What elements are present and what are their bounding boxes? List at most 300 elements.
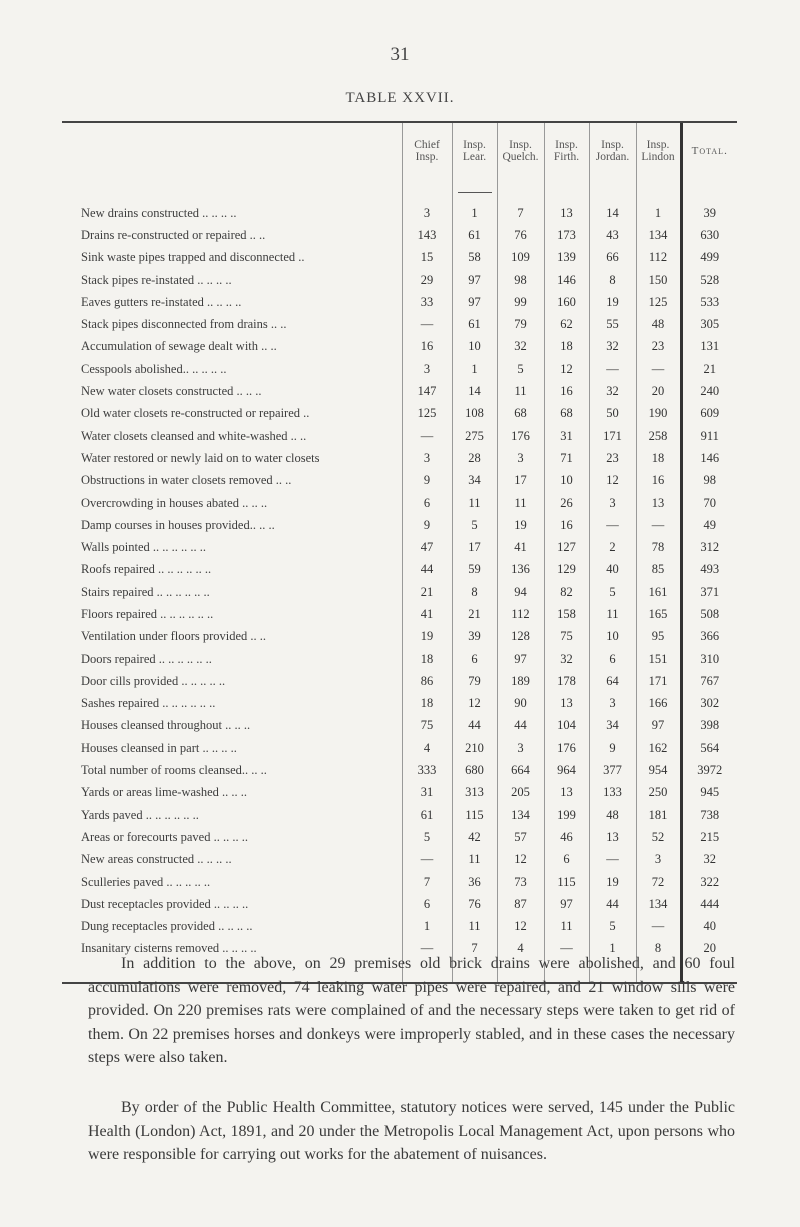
- row-value-cell: 28: [452, 447, 497, 469]
- row-total-cell: 305: [681, 313, 737, 335]
- table-row: [62, 759, 737, 781]
- row-value-cell: 134: [497, 804, 544, 826]
- row-label: Obstructions in water closets removed .. ..: [81, 473, 292, 488]
- row-total-cell: 630: [681, 224, 737, 246]
- row-total-cell: 40: [681, 916, 737, 938]
- row-value-cell: 97: [544, 893, 589, 915]
- row-value-cell: 199: [544, 804, 589, 826]
- row-value-cell: 4: [497, 938, 544, 960]
- row-value-cell: 23: [636, 336, 681, 358]
- row-value-cell: —: [544, 938, 589, 960]
- table-row: [62, 202, 737, 224]
- row-value-cell: 954: [636, 759, 681, 781]
- table-header-row: [62, 123, 737, 176]
- row-label: New areas constructed .. .. .. ..: [81, 852, 232, 867]
- row-value-cell: 44: [589, 893, 636, 915]
- row-value-cell: 76: [452, 893, 497, 915]
- row-value-cell: —: [402, 425, 452, 447]
- row-value-cell: 333: [402, 759, 452, 781]
- table-row: [62, 336, 737, 358]
- row-label: Areas or forecourts paved .. .. .. ..: [81, 829, 248, 844]
- row-value-cell: 19: [497, 514, 544, 536]
- row-value-cell: 5: [589, 916, 636, 938]
- row-label: Dust receptacles provided .. .. .. ..: [81, 896, 249, 911]
- table-row: [62, 403, 737, 425]
- spacer-cell: [62, 176, 402, 202]
- table-row: [62, 313, 737, 335]
- row-total-cell: 49: [681, 514, 737, 536]
- row-value-cell: 18: [544, 336, 589, 358]
- row-value-cell: —: [589, 358, 636, 380]
- row-value-cell: 32: [497, 336, 544, 358]
- row-value-cell: —: [636, 916, 681, 938]
- row-value-cell: 205: [497, 782, 544, 804]
- table-row: [62, 581, 737, 603]
- row-total-cell: 564: [681, 737, 737, 759]
- spacer-cell: [636, 176, 681, 202]
- row-total-cell: 322: [681, 871, 737, 893]
- row-value-cell: 210: [452, 737, 497, 759]
- row-value-cell: 79: [497, 313, 544, 335]
- row-label: Stairs repaired .. .. .. .. .. ..: [81, 584, 210, 599]
- row-value-cell: 133: [589, 782, 636, 804]
- row-value-cell: 250: [636, 782, 681, 804]
- row-value-cell: —: [636, 358, 681, 380]
- row-label: Water restored or newly laid on to water closets: [81, 450, 320, 465]
- row-value-cell: 181: [636, 804, 681, 826]
- row-value-cell: 14: [589, 202, 636, 224]
- row-value-cell: 79: [452, 670, 497, 692]
- row-label: Houses cleansed throughout .. .. ..: [81, 718, 251, 733]
- row-value-cell: 258: [636, 425, 681, 447]
- row-value-cell: 10: [589, 626, 636, 648]
- row-value-cell: 36: [452, 871, 497, 893]
- row-value-cell: 97: [636, 715, 681, 737]
- row-value-cell: 8: [452, 581, 497, 603]
- table-row: [62, 380, 737, 402]
- row-value-cell: 71: [544, 447, 589, 469]
- row-value-cell: 12: [497, 849, 544, 871]
- row-total-cell: 131: [681, 336, 737, 358]
- row-value-cell: 31: [402, 782, 452, 804]
- row-value-cell: 3: [497, 737, 544, 759]
- table-row: [62, 916, 737, 938]
- row-value-cell: 46: [544, 826, 589, 848]
- row-value-cell: 76: [497, 224, 544, 246]
- row-total-cell: 508: [681, 603, 737, 625]
- row-label: Old water closets re-constructed or repaired ..: [81, 406, 310, 421]
- row-value-cell: 15: [402, 247, 452, 269]
- row-total-cell: 911: [681, 425, 737, 447]
- row-value-cell: 3: [497, 447, 544, 469]
- row-value-cell: 162: [636, 737, 681, 759]
- row-value-cell: 108: [452, 403, 497, 425]
- row-value-cell: 7: [497, 202, 544, 224]
- row-value-cell: 68: [544, 403, 589, 425]
- row-total-cell: 98: [681, 470, 737, 492]
- table-row: [62, 715, 737, 737]
- row-total-cell: 366: [681, 626, 737, 648]
- row-value-cell: 26: [544, 492, 589, 514]
- row-value-cell: —: [589, 849, 636, 871]
- row-value-cell: 55: [589, 313, 636, 335]
- row-value-cell: 115: [452, 804, 497, 826]
- row-value-cell: 1: [636, 202, 681, 224]
- row-value-cell: —: [636, 514, 681, 536]
- row-value-cell: 6: [402, 893, 452, 915]
- row-value-cell: 72: [636, 871, 681, 893]
- row-value-cell: 129: [544, 559, 589, 581]
- row-value-cell: 3: [589, 693, 636, 715]
- row-value-cell: 104: [544, 715, 589, 737]
- row-value-cell: 59: [452, 559, 497, 581]
- table-row: [62, 826, 737, 848]
- row-value-cell: 10: [544, 470, 589, 492]
- row-value-cell: 94: [497, 581, 544, 603]
- row-total-cell: 398: [681, 715, 737, 737]
- row-value-cell: 9: [589, 737, 636, 759]
- row-value-cell: 4: [402, 737, 452, 759]
- row-value-cell: 3: [402, 447, 452, 469]
- row-value-cell: 20: [636, 380, 681, 402]
- row-value-cell: 33: [402, 291, 452, 313]
- row-value-cell: 1: [452, 358, 497, 380]
- row-value-cell: 134: [636, 224, 681, 246]
- row-value-cell: 6: [589, 648, 636, 670]
- row-value-cell: 58: [452, 247, 497, 269]
- row-value-cell: 64: [589, 670, 636, 692]
- inspection-table-grid: [62, 123, 737, 982]
- spacer-cell: [497, 176, 544, 202]
- row-value-cell: 17: [497, 470, 544, 492]
- row-label: Doors repaired .. .. .. .. .. ..: [81, 651, 212, 666]
- row-value-cell: 41: [497, 536, 544, 558]
- row-total-cell: 312: [681, 536, 737, 558]
- row-value-cell: 11: [452, 492, 497, 514]
- paragraph-additional-works: In addition to the above, on 29 premises old brick drains were abolished, and 60 foul accumulations were removed, 74 leaking water pipes were repaired, and 21 window sills were provided. On 220 premises rats were complained of and the necessary steps were taken to get rid of them. On 22 premises horses and donkeys were improperly stabled, and in these cases the necessary steps were also taken.: [88, 955, 735, 1066]
- row-total-cell: 493: [681, 559, 737, 581]
- row-value-cell: 47: [402, 536, 452, 558]
- row-value-cell: 2: [589, 536, 636, 558]
- row-value-cell: 11: [544, 916, 589, 938]
- row-label: Ventilation under floors provided .. ..: [81, 629, 267, 644]
- row-label: Sashes repaired .. .. .. .. .. ..: [81, 696, 216, 711]
- row-value-cell: 6: [544, 849, 589, 871]
- inspection-table: [62, 121, 737, 984]
- row-value-cell: 99: [497, 291, 544, 313]
- row-value-cell: 9: [402, 470, 452, 492]
- row-value-cell: 39: [452, 626, 497, 648]
- row-value-cell: 43: [589, 224, 636, 246]
- row-value-cell: 98: [497, 269, 544, 291]
- row-value-cell: 11: [497, 492, 544, 514]
- row-total-cell: 945: [681, 782, 737, 804]
- row-value-cell: 31: [544, 425, 589, 447]
- row-label: Houses cleansed in part .. .. .. ..: [81, 740, 237, 755]
- row-total-cell: 528: [681, 269, 737, 291]
- row-value-cell: 42: [452, 826, 497, 848]
- row-value-cell: 5: [402, 826, 452, 848]
- row-value-cell: 3: [402, 358, 452, 380]
- row-total-cell: 302: [681, 693, 737, 715]
- row-value-cell: 134: [636, 893, 681, 915]
- row-label: Roofs repaired .. .. .. .. .. ..: [81, 562, 212, 577]
- row-value-cell: 146: [544, 269, 589, 291]
- table-row: [62, 782, 737, 804]
- column-header: Insp. Quelch.: [497, 123, 544, 176]
- row-value-cell: 178: [544, 670, 589, 692]
- row-value-cell: 44: [497, 715, 544, 737]
- row-value-cell: 112: [497, 603, 544, 625]
- table-row: [62, 626, 737, 648]
- spacer-cell: [589, 176, 636, 202]
- row-value-cell: 62: [544, 313, 589, 335]
- row-value-cell: 176: [497, 425, 544, 447]
- row-value-cell: 171: [589, 425, 636, 447]
- row-value-cell: 128: [497, 626, 544, 648]
- header-label-blank: [62, 123, 402, 176]
- row-value-cell: 18: [402, 693, 452, 715]
- row-total-cell: 21: [681, 358, 737, 380]
- row-total-cell: 39: [681, 202, 737, 224]
- column-header: Insp. Lear.: [452, 123, 497, 176]
- row-value-cell: 75: [402, 715, 452, 737]
- row-value-cell: 52: [636, 826, 681, 848]
- row-label: Cesspools abolished.. .. .. .. ..: [81, 361, 227, 376]
- row-label: New drains constructed .. .. .. ..: [81, 205, 237, 220]
- table-title: TABLE XXVII.: [345, 90, 455, 106]
- row-value-cell: 7: [452, 938, 497, 960]
- row-label: Dung receptacles provided .. .. .. ..: [81, 919, 253, 934]
- row-total-cell: 20: [681, 938, 737, 960]
- column-header: Chief Insp.: [402, 123, 452, 176]
- row-value-cell: 190: [636, 403, 681, 425]
- row-value-cell: 29: [402, 269, 452, 291]
- row-value-cell: 97: [452, 291, 497, 313]
- row-value-cell: 1: [589, 938, 636, 960]
- spacer-cell: [681, 176, 737, 202]
- table-row: [62, 425, 737, 447]
- row-label: Walls pointed .. .. .. .. .. ..: [81, 540, 207, 555]
- column-header: Insp. Lindon: [636, 123, 681, 176]
- row-value-cell: 90: [497, 693, 544, 715]
- row-value-cell: 1: [402, 916, 452, 938]
- row-value-cell: 95: [636, 626, 681, 648]
- row-value-cell: 143: [402, 224, 452, 246]
- row-value-cell: 6: [452, 648, 497, 670]
- table-row: [62, 358, 737, 380]
- row-value-cell: 21: [402, 581, 452, 603]
- row-value-cell: 147: [402, 380, 452, 402]
- row-label: Door cills provided .. .. .. .. ..: [81, 673, 226, 688]
- row-value-cell: —: [402, 313, 452, 335]
- column-header-total: Total.: [681, 123, 737, 176]
- row-label: Accumulation of sewage dealt with .. ..: [81, 339, 277, 354]
- row-value-cell: 57: [497, 826, 544, 848]
- row-value-cell: 34: [589, 715, 636, 737]
- row-value-cell: 189: [497, 670, 544, 692]
- table-row: [62, 871, 737, 893]
- row-value-cell: —: [402, 938, 452, 960]
- row-value-cell: 61: [452, 224, 497, 246]
- table-row: [62, 670, 737, 692]
- row-value-cell: 139: [544, 247, 589, 269]
- row-value-cell: 964: [544, 759, 589, 781]
- table-row: [62, 693, 737, 715]
- table-row: [62, 514, 737, 536]
- row-value-cell: 85: [636, 559, 681, 581]
- row-value-cell: 5: [589, 581, 636, 603]
- row-total-cell: 499: [681, 247, 737, 269]
- page-number: 31: [390, 44, 410, 65]
- row-value-cell: 1: [452, 202, 497, 224]
- row-label: Eaves gutters re-instated .. .. .. ..: [81, 294, 242, 309]
- row-value-cell: 8: [636, 938, 681, 960]
- table-row: [62, 893, 737, 915]
- row-value-cell: 16: [402, 336, 452, 358]
- row-value-cell: 12: [452, 693, 497, 715]
- row-value-cell: 176: [544, 737, 589, 759]
- row-value-cell: 377: [589, 759, 636, 781]
- row-total-cell: 738: [681, 804, 737, 826]
- column-header: Insp. Firth.: [544, 123, 589, 176]
- row-label: Drains re-constructed or repaired .. ..: [81, 227, 266, 242]
- row-value-cell: 7: [402, 871, 452, 893]
- table-row: [62, 447, 737, 469]
- row-value-cell: 8: [589, 269, 636, 291]
- row-value-cell: 48: [636, 313, 681, 335]
- row-value-cell: 5: [497, 358, 544, 380]
- row-value-cell: 11: [452, 916, 497, 938]
- row-value-cell: 66: [589, 247, 636, 269]
- row-total-cell: 146: [681, 447, 737, 469]
- row-value-cell: 3: [402, 202, 452, 224]
- row-total-cell: 609: [681, 403, 737, 425]
- row-value-cell: 18: [636, 447, 681, 469]
- row-value-cell: 97: [497, 648, 544, 670]
- table-body: [62, 176, 737, 982]
- row-value-cell: 41: [402, 603, 452, 625]
- row-value-cell: 3: [589, 492, 636, 514]
- row-value-cell: 12: [589, 470, 636, 492]
- row-label: Sink waste pipes trapped and disconnected ..: [81, 250, 305, 265]
- row-value-cell: 150: [636, 269, 681, 291]
- row-value-cell: 13: [544, 782, 589, 804]
- row-value-cell: 165: [636, 603, 681, 625]
- row-value-cell: 11: [589, 603, 636, 625]
- row-label: New water closets constructed .. .. ..: [81, 384, 262, 399]
- row-value-cell: 44: [402, 559, 452, 581]
- table-row: [62, 291, 737, 313]
- row-value-cell: 19: [589, 291, 636, 313]
- row-value-cell: 97: [452, 269, 497, 291]
- row-value-cell: 3: [636, 849, 681, 871]
- row-value-cell: 161: [636, 581, 681, 603]
- row-value-cell: —: [589, 514, 636, 536]
- row-total-cell: 371: [681, 581, 737, 603]
- table-row: [62, 603, 737, 625]
- row-label: Yards paved .. .. .. .. .. ..: [81, 807, 199, 822]
- row-value-cell: 17: [452, 536, 497, 558]
- row-value-cell: 158: [544, 603, 589, 625]
- row-value-cell: 127: [544, 536, 589, 558]
- row-label: Yards or areas lime-washed .. .. ..: [81, 785, 248, 800]
- column-header: Insp. Jordan.: [589, 123, 636, 176]
- row-value-cell: 13: [544, 693, 589, 715]
- table-row: [62, 269, 737, 291]
- table-row: [62, 559, 737, 581]
- row-value-cell: 11: [452, 849, 497, 871]
- row-total-cell: 767: [681, 670, 737, 692]
- row-value-cell: 125: [636, 291, 681, 313]
- row-value-cell: 19: [589, 871, 636, 893]
- row-total-cell: 215: [681, 826, 737, 848]
- row-value-cell: 16: [636, 470, 681, 492]
- row-value-cell: 23: [589, 447, 636, 469]
- row-label: Stack pipes re-instated .. .. .. ..: [81, 272, 232, 287]
- row-label: Floors repaired .. .. .. .. .. ..: [81, 606, 214, 621]
- row-value-cell: 87: [497, 893, 544, 915]
- table-row: [62, 804, 737, 826]
- row-value-cell: 61: [402, 804, 452, 826]
- row-value-cell: 173: [544, 224, 589, 246]
- header-underline: [458, 192, 492, 193]
- row-label: Damp courses in houses provided.. .. ..: [81, 517, 275, 532]
- spacer-cell: [452, 176, 497, 202]
- table-row: [62, 224, 737, 246]
- row-value-cell: 32: [544, 648, 589, 670]
- table-row: [62, 737, 737, 759]
- row-label: Stack pipes disconnected from drains .. ..: [81, 317, 287, 332]
- table-row: [62, 536, 737, 558]
- row-value-cell: 5: [452, 514, 497, 536]
- row-value-cell: 151: [636, 648, 681, 670]
- row-value-cell: 171: [636, 670, 681, 692]
- row-value-cell: 21: [452, 603, 497, 625]
- table-row: [62, 492, 737, 514]
- row-value-cell: 6: [402, 492, 452, 514]
- row-value-cell: 68: [497, 403, 544, 425]
- row-total-cell: 32: [681, 849, 737, 871]
- row-value-cell: 112: [636, 247, 681, 269]
- spacer-cell: [402, 176, 452, 202]
- row-value-cell: 32: [589, 336, 636, 358]
- row-total-cell: 70: [681, 492, 737, 514]
- row-value-cell: 40: [589, 559, 636, 581]
- spacer-cell: [544, 176, 589, 202]
- row-value-cell: 75: [544, 626, 589, 648]
- row-value-cell: 16: [544, 514, 589, 536]
- row-value-cell: 680: [452, 759, 497, 781]
- table-row: [62, 470, 737, 492]
- row-value-cell: 10: [452, 336, 497, 358]
- row-value-cell: 166: [636, 693, 681, 715]
- row-value-cell: 73: [497, 871, 544, 893]
- row-total-cell: 444: [681, 893, 737, 915]
- row-value-cell: 12: [497, 916, 544, 938]
- row-value-cell: 9: [402, 514, 452, 536]
- row-value-cell: 86: [402, 670, 452, 692]
- row-label: Insanitary cisterns removed .. .. .. ..: [81, 941, 257, 956]
- row-total-cell: 533: [681, 291, 737, 313]
- row-value-cell: 13: [589, 826, 636, 848]
- row-value-cell: 125: [402, 403, 452, 425]
- row-value-cell: 16: [544, 380, 589, 402]
- row-value-cell: 48: [589, 804, 636, 826]
- row-value-cell: 313: [452, 782, 497, 804]
- row-value-cell: 19: [402, 626, 452, 648]
- row-label: Overcrowding in houses abated .. .. ..: [81, 495, 268, 510]
